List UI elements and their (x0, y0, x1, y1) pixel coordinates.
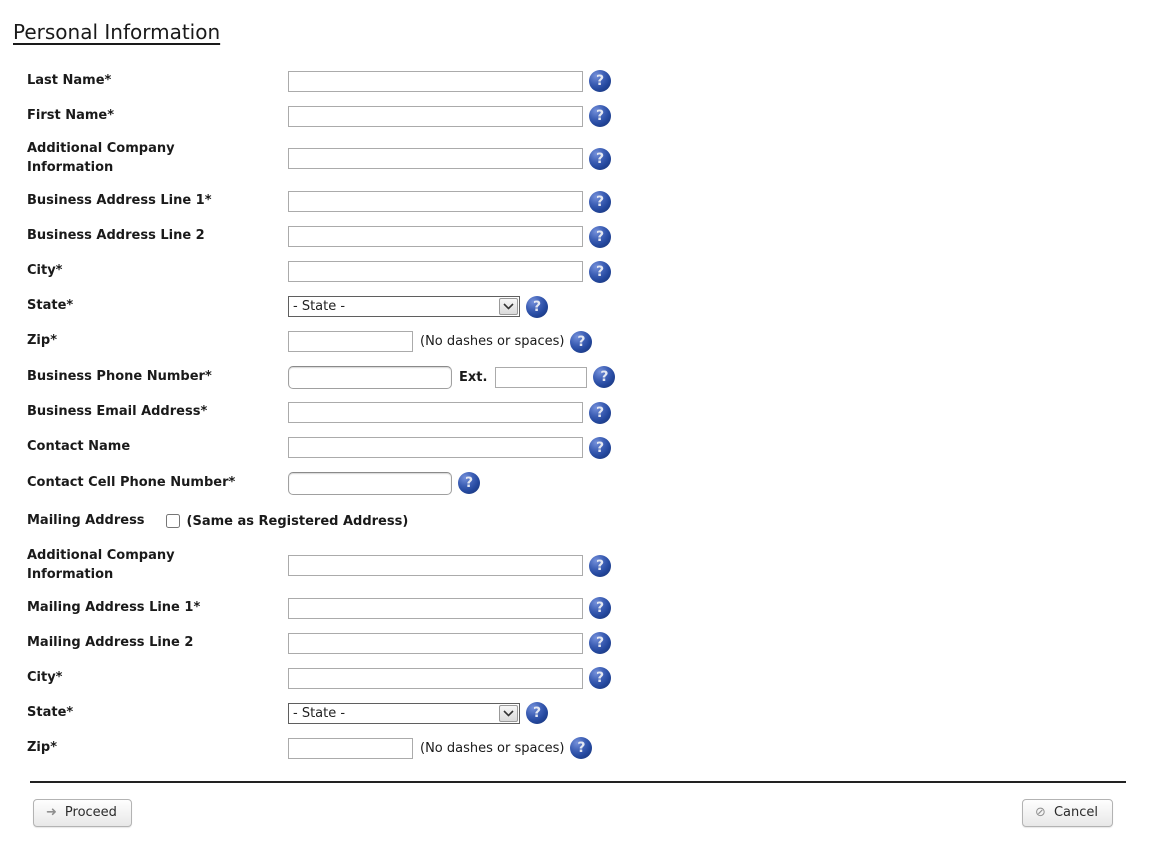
mailing-address-1-input[interactable] (288, 598, 583, 619)
same-as-registered-checkbox[interactable] (166, 514, 180, 528)
help-icon[interactable]: ? (589, 597, 611, 619)
business-email-row (27, 402, 1138, 424)
last-name-label: Last Name* (27, 72, 112, 88)
same-as-registered-label: (Same as Registered Address) (186, 513, 409, 529)
additional-company-row (27, 140, 1138, 178)
contact-name-row (27, 437, 1138, 459)
business-zip-label: Zip* (27, 333, 57, 349)
help-icon[interactable]: ? (589, 70, 611, 92)
business-email-label: Business Email Address* (27, 404, 208, 420)
help-icon[interactable]: ? (589, 555, 611, 577)
cancel-circle-icon: ⊘ (1035, 805, 1046, 821)
business-zip-input[interactable] (288, 331, 413, 352)
help-icon[interactable]: ? (570, 331, 592, 353)
help-icon[interactable]: ? (589, 437, 611, 459)
mailing-state-row (27, 702, 1138, 724)
help-icon[interactable]: ? (589, 191, 611, 213)
mailing-city-row (27, 667, 1138, 689)
first-name-label: First Name* (27, 107, 115, 123)
first-name-row (27, 105, 1138, 127)
business-state-label: State* (27, 298, 74, 314)
cancel-button[interactable] (1022, 799, 1113, 827)
zip-format-note: (No dashes or spaces) (420, 334, 565, 350)
chevron-down-icon (499, 705, 518, 722)
mailing-address-1-label: Mailing Address Line 1* (27, 599, 201, 615)
business-state-select[interactable] (288, 296, 520, 317)
business-address-1-label: Business Address Line 1* (27, 193, 212, 209)
additional-company-input[interactable] (288, 148, 583, 169)
mailing-city-label: City* (27, 669, 63, 685)
last-name-row (27, 70, 1138, 92)
contact-cell-phone-input[interactable] (288, 472, 452, 495)
phone-ext-input[interactable] (495, 367, 587, 388)
mailing-state-select[interactable] (288, 703, 520, 724)
business-email-input[interactable] (288, 402, 583, 423)
contact-name-label: Contact Name (27, 439, 131, 455)
proceed-button[interactable] (33, 799, 132, 827)
mailing-city-input[interactable] (288, 668, 583, 689)
first-name-input[interactable] (288, 106, 583, 127)
help-icon[interactable]: ? (589, 105, 611, 127)
mailing-address-1-row (27, 597, 1138, 619)
business-address-2-row (27, 226, 1138, 248)
help-icon[interactable]: ? (589, 226, 611, 248)
mailing-additional-company-input[interactable] (288, 555, 583, 576)
business-address-1-row (27, 191, 1138, 213)
contact-cell-phone-label: Contact Cell Phone Number* (27, 474, 236, 490)
contact-cell-phone-row (27, 472, 1138, 495)
additional-company-label: Additional Company Information (27, 141, 175, 175)
mailing-address-section-label: Mailing Address (27, 512, 145, 528)
help-icon[interactable]: ? (570, 737, 592, 759)
business-city-label: City* (27, 263, 63, 279)
business-phone-input[interactable] (288, 366, 452, 389)
mailing-address-2-input[interactable] (288, 633, 583, 654)
help-icon[interactable]: ? (589, 667, 611, 689)
business-state-row (27, 296, 1138, 318)
help-icon[interactable]: ? (526, 296, 548, 318)
help-icon[interactable]: ? (589, 261, 611, 283)
help-icon[interactable]: ? (589, 632, 611, 654)
business-address-2-input[interactable] (288, 226, 583, 247)
business-phone-label: Business Phone Number* (27, 368, 212, 384)
business-phone-row (27, 366, 1138, 389)
personal-information-form (27, 70, 1138, 759)
state-select-value: - State - (293, 299, 346, 315)
help-icon[interactable]: ? (589, 148, 611, 170)
mailing-address-section-row (27, 511, 1138, 532)
mailing-zip-row (27, 737, 1138, 759)
mailing-address-2-row (27, 632, 1138, 654)
mailing-zip-input[interactable] (288, 738, 413, 759)
mailing-zip-label: Zip* (27, 739, 57, 755)
business-address-2-label: Business Address Line 2 (27, 228, 205, 244)
arrow-right-icon: ➜ (46, 805, 57, 821)
footer-divider (30, 781, 1126, 783)
mailing-additional-company-row (27, 547, 1138, 585)
cancel-button-label: Cancel (1053, 805, 1098, 821)
mailing-state-label: State* (27, 704, 74, 720)
contact-name-input[interactable] (288, 437, 583, 458)
business-zip-row (27, 331, 1138, 353)
ext-label: Ext. (459, 369, 488, 385)
business-address-1-input[interactable] (288, 191, 583, 212)
help-icon[interactable]: ? (526, 702, 548, 724)
help-icon[interactable]: ? (593, 366, 615, 388)
mailing-additional-company-label: Additional Company Information (27, 547, 175, 582)
help-icon[interactable]: ? (589, 402, 611, 424)
business-city-input[interactable] (288, 261, 583, 282)
mailing-address-2-label: Mailing Address Line 2 (27, 634, 194, 650)
business-city-row (27, 261, 1138, 283)
zip-format-note: (No dashes or spaces) (420, 740, 565, 756)
help-icon[interactable]: ? (458, 472, 480, 494)
last-name-input[interactable] (288, 71, 583, 92)
footer (13, 781, 1138, 827)
state-select-value: - State - (293, 705, 346, 721)
chevron-down-icon (499, 298, 518, 315)
page-title: Personal Information (13, 20, 221, 44)
proceed-button-label: Proceed (64, 805, 117, 821)
